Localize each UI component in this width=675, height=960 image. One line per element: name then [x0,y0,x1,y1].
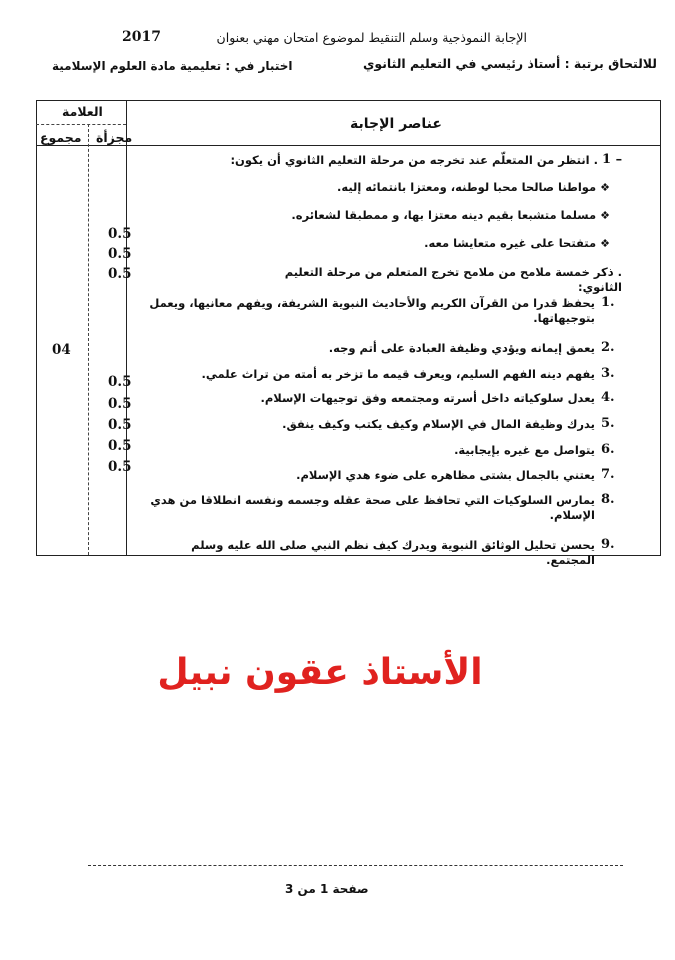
diamond-bullet-icon: ❖ [600,237,610,250]
list-item: يحفظ قدرا من القرآن الكريم والأحاديث النبوية الشريفة، ويفهم معانيها، ويعمل بتوجيهاتها. [149,296,595,325]
answer-elements-header: عناصر الإجابة [350,116,442,132]
total-mark-header: مجموع [40,130,82,145]
author-signature: الأستاذ عقون نبيل [157,652,483,693]
partial-mark: 0.5 [108,226,132,242]
partial-mark: 0.5 [108,266,132,282]
list-item: يعمق إيمانه ويؤدي وظيفة العبادة على أتم وجه. [328,341,595,355]
bullet-item: ❖مسلما متشبعا بقيم دينه معتزا بها، و ممطبقا لشعائره. [291,208,610,222]
item-number: 6. [601,442,615,457]
question-1-text: . انتظر من المتعلّم عند تخرجه من مرحلة التعليم الثانوي أن يكون: [230,153,598,167]
list-item: يعتني بالجمال بشتى مظاهره على ضوء هدي الإسلام. [296,468,595,482]
exam-subject: اختبار في : تعليمية مادة العلوم الإسلامية [52,59,293,73]
partial-mark: 0.5 [108,396,132,412]
partial-mark: 0.5 [108,374,132,390]
list-item: يمارس السلوكيات التي تحافظ على صحة عقله وجسمه ونفسه انطلاقا من هدي الإسلام. [150,493,595,522]
mark-header: العلامة [62,104,103,119]
partial-mark: 0.5 [108,459,132,475]
question-2-text: . ذكر خمسة ملامح من ملامح تخرج المتعلم من مرحلة التعليم الثانوي: [284,265,622,294]
bullet-item: ❖متفتحا على غيره متعايشا معه. [424,236,610,250]
partial-mark: 0.5 [108,417,132,433]
list-item: يتواصل مع غيره بإيجابية. [454,443,595,457]
exam-rank: للالتحاق برتبة : أستاذ رئيسي في التعليم الثانوي [362,56,657,71]
question-number: 1 – [602,152,623,167]
page-number: صفحة 1 من 3 [285,882,369,896]
diamond-bullet-icon: ❖ [600,209,610,222]
item-number: 3. [601,366,615,381]
answer-table [36,100,661,555]
item-number: 7. [601,467,615,482]
list-item: يعدل سلوكياته داخل أسرته ومجتمعه وفق توجيهات الإسلام. [260,391,595,405]
list-item: يفهم دينه الفهم السليم، ويعرف قيمه ما تزخر به أمته من تراث علمي. [201,367,595,381]
footer-divider [88,865,623,866]
item-number: 1. [601,295,615,310]
diamond-bullet-icon: ❖ [600,181,610,194]
item-number: 4. [601,390,615,405]
bullet-item: ❖مواطنا صالحا محبا لوطنه، ومعتزا بانتمائه إليه. [336,180,610,194]
list-item: يدرك وظيفة المال في الإسلام وكيف يكتب وكيف ينفق. [282,417,595,431]
partial-mark-header: مجزأة [96,130,133,145]
item-number: 2. [601,340,615,355]
document-year: 2017 [122,29,161,45]
total-mark: 04 [52,342,71,358]
partial-mark: 0.5 [108,438,132,454]
partial-mark: 0.5 [108,246,132,262]
item-number: 5. [601,416,615,431]
item-number: 9. [601,537,615,552]
document-title: الإجابة النموذجية وسلم التنقيط لموضوع امتحان مهني بعنوان [216,30,527,45]
list-item: يحسن تحليل الوثائق النبوية ويدرك كيف نظم النبي صلى الله عليه وسلم المجتمع. [191,538,595,567]
item-number: 8. [601,492,615,507]
